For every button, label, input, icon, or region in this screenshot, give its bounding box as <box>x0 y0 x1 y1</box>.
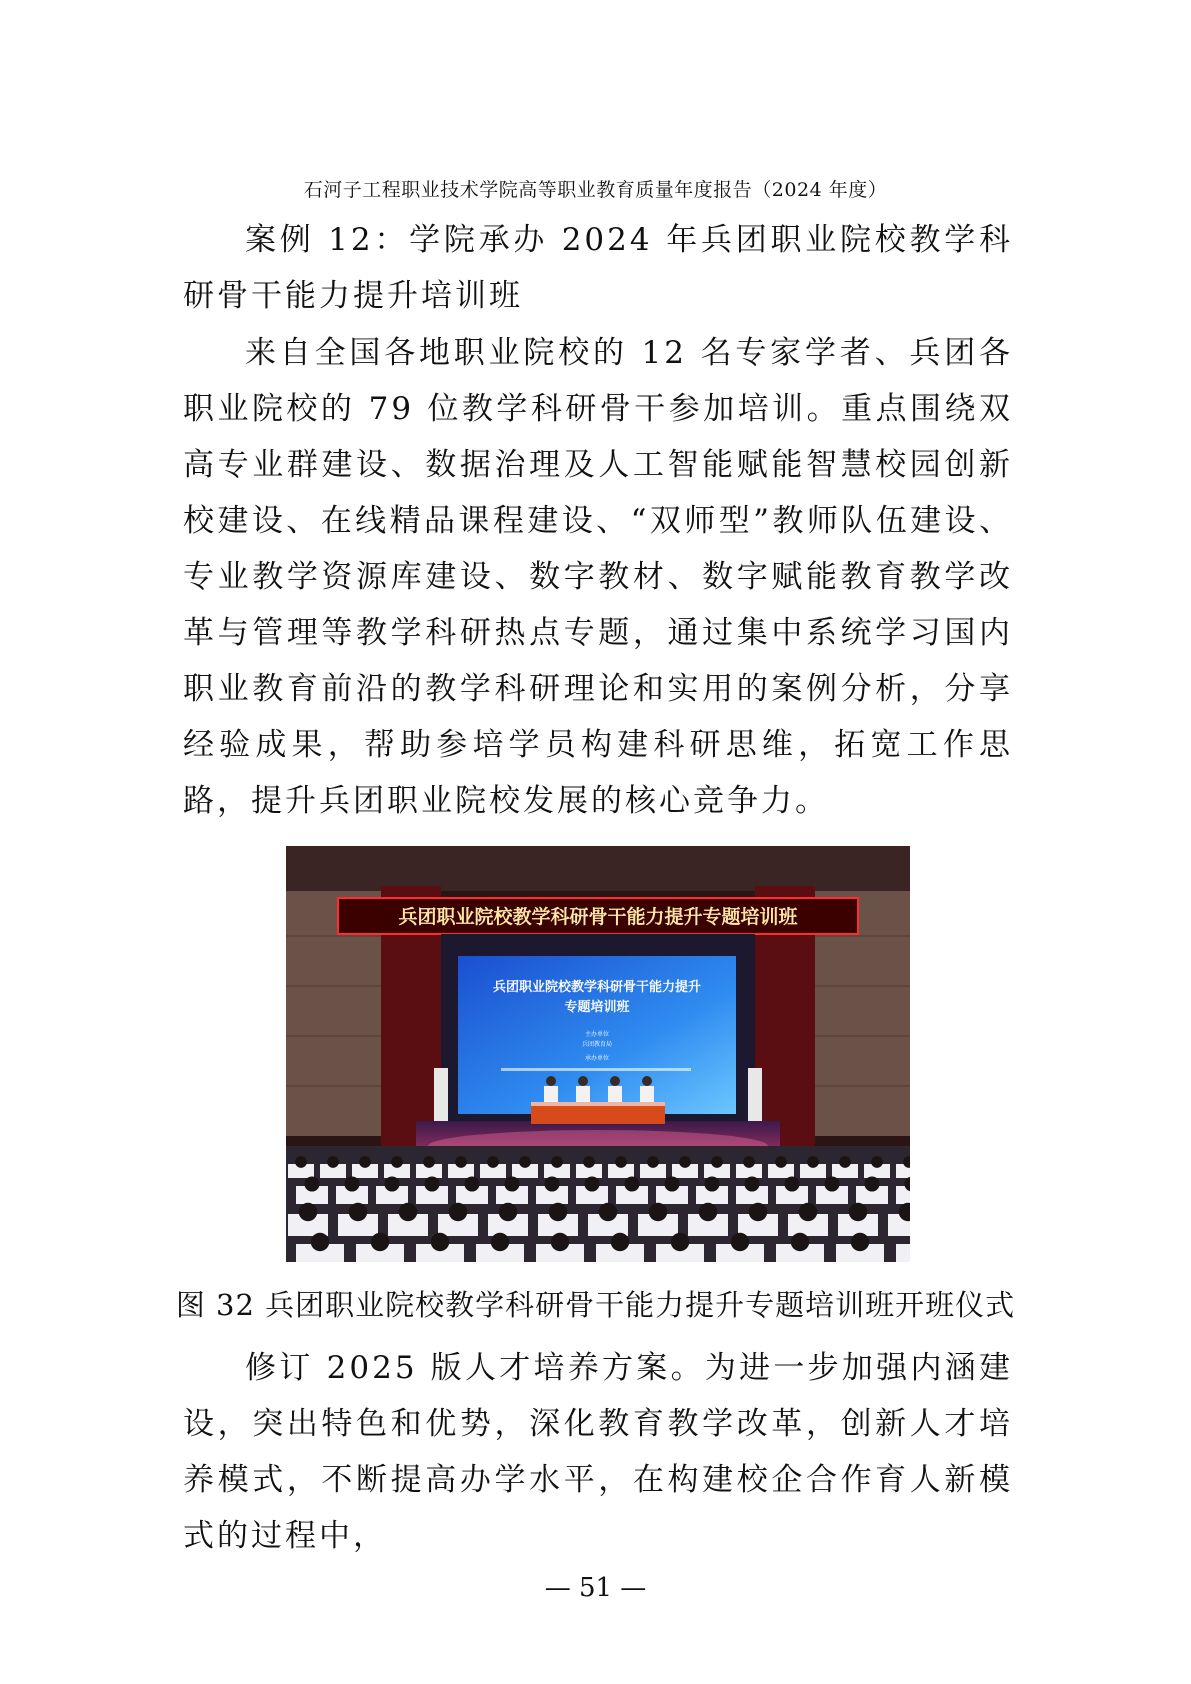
screen-title-line2: 专题培训班 <box>564 1000 630 1015</box>
screen-sponsor-label: 主办单位 <box>584 1031 610 1038</box>
audience-head <box>664 1176 679 1191</box>
figure-caption: 图 32 兵团职业院校教学科研骨干能力提升专题培训班开班仪式 <box>175 1288 1016 1322</box>
audience-head <box>584 1176 599 1191</box>
body-paragraph-2: 修订 2025 版人才培养方案。为进一步加强内涵建设，突出特色和优势，深化教育教学改革，创新人才培养模式，不断提高办学水平，在构建校企合作育人新模式的过程中， <box>183 1350 1013 1554</box>
audience-head <box>807 1156 819 1168</box>
audience-head <box>775 1156 787 1168</box>
audience-head <box>295 1156 307 1168</box>
page-header: 石河子工程职业技术学院高等职业教育质量年度报告（2024 年度） <box>303 179 888 201</box>
audience-head <box>551 1233 569 1251</box>
audience-head <box>824 1176 839 1191</box>
audience-head <box>423 1156 435 1168</box>
audience-head <box>851 1233 869 1251</box>
audience-head <box>679 1156 691 1168</box>
audience-head <box>311 1233 329 1251</box>
audience-head <box>499 1203 517 1221</box>
audience-head <box>649 1203 667 1221</box>
audience-head <box>611 1233 629 1251</box>
audience-head <box>784 1176 799 1191</box>
audience-head <box>455 1156 467 1168</box>
audience-head <box>399 1203 417 1221</box>
screen-title-line1: 兵团职业院校教学科研骨干能力提升 <box>492 980 702 995</box>
audience-head <box>344 1176 359 1191</box>
screen-organizer-label: 承办单位 <box>584 1055 610 1062</box>
audience-head <box>327 1156 339 1168</box>
audience-head <box>647 1156 659 1168</box>
audience-head <box>424 1176 439 1191</box>
audience-head <box>671 1233 689 1251</box>
audience-head <box>519 1156 531 1168</box>
training-photo <box>286 846 910 1262</box>
audience-seat <box>896 1244 910 1262</box>
audience-head <box>491 1233 509 1251</box>
audience-head <box>371 1233 389 1251</box>
audience-head <box>583 1156 595 1168</box>
audience-head <box>871 1156 883 1168</box>
audience-head <box>549 1203 567 1221</box>
audience-head <box>749 1203 767 1221</box>
audience-head <box>359 1156 371 1168</box>
audience-head <box>731 1233 749 1251</box>
body-paragraph-1: 来自全国各地职业院校的 12 名专家学者、兵团各职业院校的 79 位教学科研骨干参加培训。重点围绕双高专业群建设、数据治理及人工智能赋能智慧校园创新校建设、在线精品课程建设、“双师型”教师队伍建设、专业教学资源库建设、数字教材、数字赋能教育教学改革与管理等教学科研热点专题，通过集中系统学习国内职业教育前沿的教学科研理论和实用的案例分析，分享经验成果，帮助参培学员构建科研思维，拓宽工作思路，提升兵团职业院校发展的核心竞争力。 <box>183 335 1013 819</box>
audience-head <box>384 1176 399 1191</box>
audience-head <box>799 1203 817 1221</box>
banner-text: 兵团职业院校教学科研骨干能力提升专题培训班 <box>398 906 798 928</box>
audience-head <box>624 1176 639 1191</box>
audience-head <box>743 1156 755 1168</box>
audience-head <box>864 1176 879 1191</box>
audience-head <box>744 1176 759 1191</box>
audience-head <box>299 1203 317 1221</box>
audience-head <box>544 1176 559 1191</box>
audience-head <box>449 1203 467 1221</box>
audience-head <box>704 1176 719 1191</box>
audience-head <box>391 1156 403 1168</box>
audience-head <box>839 1156 851 1168</box>
audience-head <box>699 1203 717 1221</box>
audience-head <box>431 1233 449 1251</box>
audience-head <box>615 1156 627 1168</box>
audience-head <box>464 1176 479 1191</box>
page-number: — 51 — <box>544 1573 647 1603</box>
audience-head <box>599 1203 617 1221</box>
audience-head <box>487 1156 499 1168</box>
audience-head <box>551 1156 563 1168</box>
audience-head <box>711 1156 723 1168</box>
audience-head <box>849 1203 867 1221</box>
screen-sponsor: 兵团教育局 <box>581 1041 613 1048</box>
audience-head <box>791 1233 809 1251</box>
case-title: 案例 12：学院承办 2024 年兵团职业院校教学科研骨干能力提升培训班 <box>183 222 1013 314</box>
audience-head <box>504 1176 519 1191</box>
audience-head <box>304 1176 319 1191</box>
audience-head <box>349 1203 367 1221</box>
